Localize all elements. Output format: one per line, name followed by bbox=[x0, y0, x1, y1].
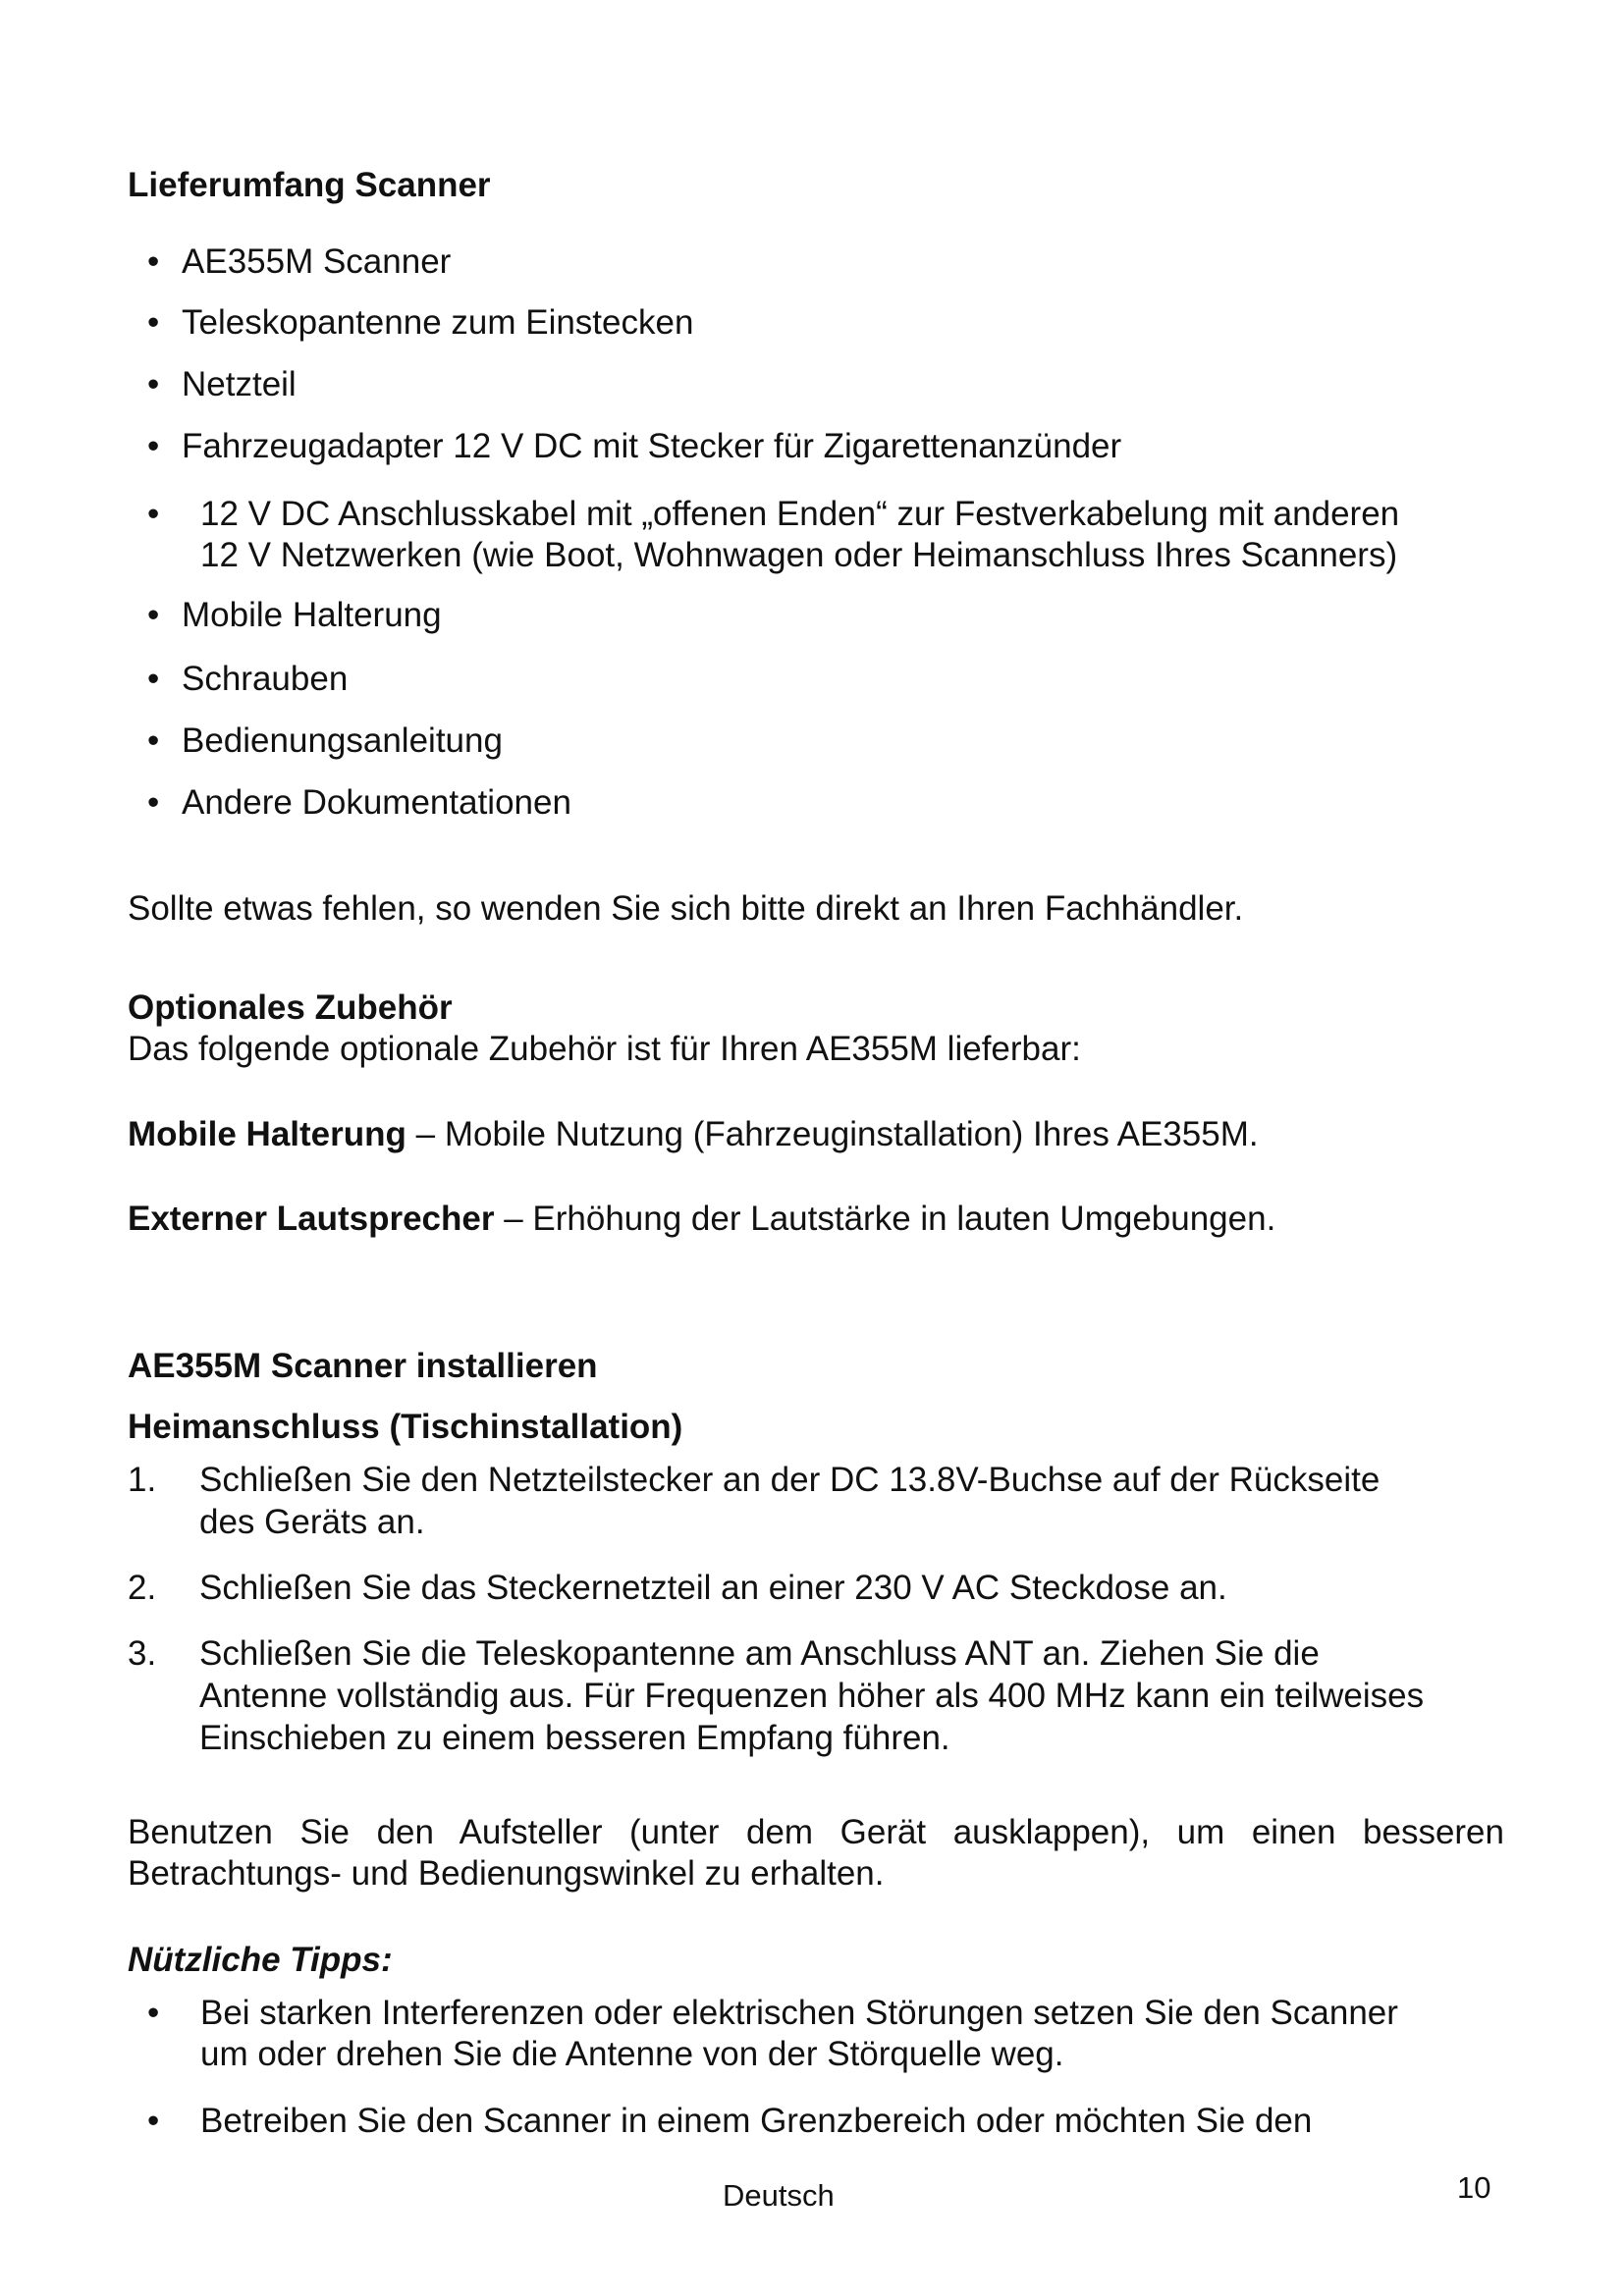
list-item: Bedienungsanleitung bbox=[182, 721, 503, 760]
accessory-mobile-halterung bbox=[128, 1114, 1259, 1155]
list-item: Fahrzeugadapter 12 V DC mit Stecker für Zigarettenanzünder bbox=[182, 427, 1122, 465]
bullet-icon: • bbox=[147, 721, 160, 760]
list-item: Mobile Halterung bbox=[182, 596, 442, 634]
missing-items-note: Sollte etwas fehlen, so wenden Sie sich bitte direkt an Ihren Fachhändler. bbox=[128, 889, 1244, 928]
bullet-icon: • bbox=[147, 1994, 160, 2032]
accessory-name: Externer Lautsprecher bbox=[128, 1200, 495, 1238]
step-text-continuation: des Geräts an. bbox=[199, 1503, 425, 1541]
list-item-continuation: 12 V Netzwerken (wie Boot, Wohnwagen oder Heimanschluss Ihres Scanners) bbox=[200, 536, 1398, 574]
footer-language: Deutsch bbox=[723, 2178, 835, 2213]
accessory-externer-lautsprecher bbox=[128, 1199, 1275, 1240]
heading-nuetzliche-tipps: Nützliche Tipps: bbox=[128, 1941, 393, 1979]
heading-lieferumfang: Lieferumfang Scanner bbox=[128, 166, 491, 204]
heading-scanner-installieren: AE355M Scanner installieren bbox=[128, 1347, 598, 1385]
bullet-icon: • bbox=[147, 783, 160, 822]
tip-item: Bei starken Interferenzen oder elektrischen Störungen setzen Sie den Scanner bbox=[200, 1994, 1398, 2032]
step-text-continuation: Einschieben zu einem besseren Empfang führen. bbox=[199, 1719, 950, 1757]
step-text: Schließen Sie den Netzteilstecker an der DC 13.8V-Buchse auf der Rückseite bbox=[199, 1461, 1380, 1499]
aufsteller-paragraph: Benutzen Sie den Aufsteller (unter dem Gerät ausklappen), um einen besseren Betrachtungs- und Bedienungswinkel zu erhalten. bbox=[128, 1813, 1504, 1893]
heading-optionales-zubehoer: Optionales Zubehör bbox=[128, 988, 453, 1027]
bullet-icon: • bbox=[147, 365, 160, 403]
accessories-intro: Das folgende optionale Zubehör ist für Ihren AE355M lieferbar: bbox=[128, 1030, 1081, 1068]
bullet-icon: • bbox=[147, 303, 160, 342]
step-number: 2. bbox=[128, 1569, 157, 1607]
tip-item: Betreiben Sie den Scanner in einem Grenzbereich oder möchten Sie den bbox=[200, 2102, 1313, 2140]
list-item: 12 V DC Anschlusskabel mit „offenen Enden“ zur Festverkabelung mit anderen bbox=[200, 495, 1400, 533]
step-number: 1. bbox=[128, 1461, 157, 1499]
accessory-description: – Erhöhung der Lautstärke in lauten Umgebungen. bbox=[494, 1200, 1276, 1238]
bullet-icon: • bbox=[147, 660, 160, 698]
step-number: 3. bbox=[128, 1634, 157, 1673]
bullet-icon: • bbox=[147, 495, 160, 533]
bullet-icon: • bbox=[147, 2102, 160, 2140]
accessory-name: Mobile Halterung bbox=[128, 1115, 406, 1153]
tip-item-continuation: um oder drehen Sie die Antenne von der Störquelle weg. bbox=[200, 2035, 1064, 2073]
list-item: Schrauben bbox=[182, 660, 349, 698]
subheading-heimanschluss: Heimanschluss (Tischinstallation) bbox=[128, 1408, 683, 1446]
page-number: 10 bbox=[1457, 2170, 1491, 2205]
list-item: Netzteil bbox=[182, 365, 297, 403]
step-text: Schließen Sie die Teleskopantenne am Anschluss ANT an. Ziehen Sie die bbox=[199, 1634, 1320, 1673]
step-text-continuation: Antenne vollständig aus. Für Frequenzen höher als 400 MHz kann ein teilweises bbox=[199, 1677, 1425, 1715]
bullet-icon: • bbox=[147, 596, 160, 634]
list-item: Andere Dokumentationen bbox=[182, 783, 571, 822]
bullet-icon: • bbox=[147, 427, 160, 465]
step-text: Schließen Sie das Steckernetzteil an einer 230 V AC Steckdose an. bbox=[199, 1569, 1227, 1607]
list-item: AE355M Scanner bbox=[182, 242, 452, 281]
list-item: Teleskopantenne zum Einstecken bbox=[182, 303, 694, 342]
bullet-icon: • bbox=[147, 242, 160, 281]
accessory-description: – Mobile Nutzung (Fahrzeuginstallation) Ihres AE355M. bbox=[406, 1115, 1259, 1153]
